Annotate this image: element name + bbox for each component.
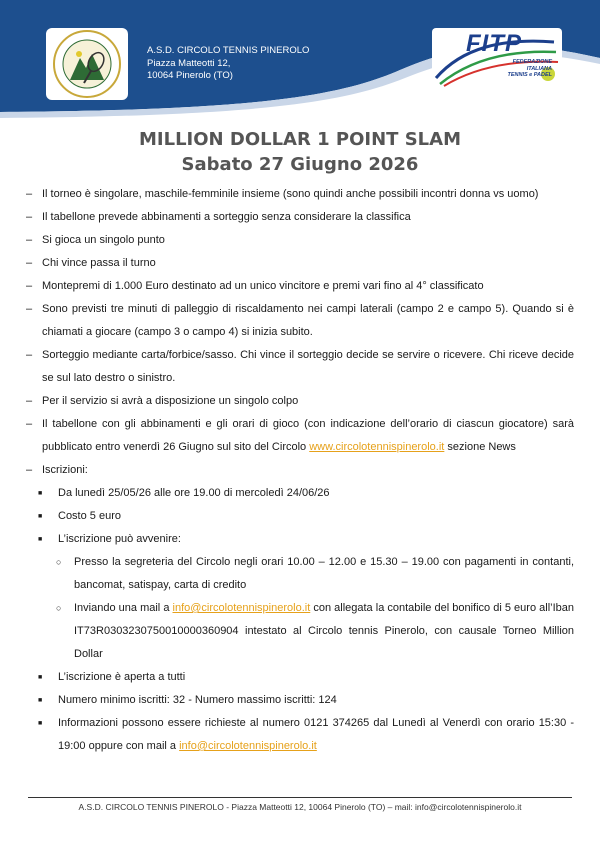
list-item: – Montepremi di 1.000 Euro destinato ad un unico vincitore e premi vari fino al 4° classificato xyxy=(26,280,484,292)
tennis-club-emblem-icon xyxy=(46,28,128,100)
list-item: – Per il servizio si avrà a disposizione un singolo colpo xyxy=(26,395,299,407)
list-item: – Sono previsti tre minuti di palleggio di riscaldamento nei campi laterali (campo 2 e campo 5). Quando si è chiamati a giocare (campo 3 o campo 4) si inizia subito. xyxy=(26,303,574,338)
fitp-wordmark: FITP xyxy=(466,30,522,57)
fitp-logo xyxy=(432,28,562,88)
letterhead xyxy=(0,0,600,120)
footer-divider xyxy=(28,797,572,798)
list-item-tabellone: – Il tabellone con gli abbinamenti e gli orari di gioco (con indicazione dell’orario di ciascun giocatore) sarà pubblicato entro venerdì 26 Giugno sul sito del Circolo www.circolotennispinerolo.it sezione News xyxy=(26,418,574,453)
mode-email: ○ Inviando una mail a info@circolotennispinerolo.it con allegata la contabile del bonifico di 5 euro all’Iban IT73R0303230750010000360904 intestato al Circolo tennis Pinerolo, con causale Torneo Million Dollar xyxy=(56,602,574,660)
list-item: – Chi vince passa il turno xyxy=(26,257,156,269)
website-link[interactable]: www.circolotennispinerolo.it xyxy=(309,441,445,453)
fitp-subtitle: FEDERAZIONE ITALIANA TENNIS e PADEL xyxy=(507,59,552,78)
list-item: – Sorteggio mediante carta/forbice/sasso. Chi vince il sorteggio decide se servire o ricevere. Chi riceve decide se sul lato destro o sinistro. xyxy=(26,349,574,384)
club-address-street: Piazza Matteotti 12, xyxy=(147,57,231,69)
event-date: Sabato 27 Giugno 2026 xyxy=(181,154,419,175)
sub-item-info: ■ Informazioni possono essere richieste al numero 0121 374265 dal Lunedì al Venerdì con orario 15:30 - 19:00 oppure con mail a info@circolotennispinerolo.it xyxy=(38,717,574,752)
sub-item-modes: ■ L’iscrizione può avvenire: xyxy=(38,533,181,545)
sub-item-open: ■ L’iscrizione è aperta a tutti xyxy=(38,671,186,683)
list-item: – Il torneo è singolare, maschile-femminile insieme (sono quindi anche possibili incontri donna vs uomo) xyxy=(26,188,539,200)
mode-segreteria: ○ Presso la segreteria del Circolo negli orari 10.00 – 12.00 e 15.30 – 19.00 con pagamenti in contanti, bancomat, satispay, carta di credito xyxy=(56,556,574,591)
rules-list xyxy=(24,183,574,758)
list-item-iscrizioni: – Iscrizioni: xyxy=(26,464,88,476)
sub-item-limits: ■ Numero minimo iscritti: 32 - Numero massimo iscritti: 124 xyxy=(38,694,337,706)
document-title: MILLION DOLLAR 1 POINT SLAM xyxy=(139,129,461,150)
club-address-city: 10064 Pinerolo (TO) xyxy=(147,70,233,81)
email-link[interactable]: info@circolotennispinerolo.it xyxy=(172,602,311,614)
sub-item-dates: ■ Da lunedì 25/05/26 alle ore 19.00 di mercoledì 24/06/26 xyxy=(38,487,330,499)
info-email-link[interactable]: info@circolotennispinerolo.it xyxy=(179,740,317,752)
club-address-block xyxy=(147,45,309,83)
club-name: A.S.D. CIRCOLO TENNIS PINEROLO xyxy=(147,45,310,56)
club-logo xyxy=(46,28,128,100)
list-item: – Si gioca un singolo punto xyxy=(26,234,165,246)
sub-item-cost: ■ Costo 5 euro xyxy=(38,510,121,522)
footer-text: A.S.D. CIRCOLO TENNIS PINEROLO - Piazza Matteotti 12, 10064 Pinerolo (TO) – mail: info@circolotennispinerolo.it xyxy=(78,802,522,812)
list-item: – Il tabellone prevede abbinamenti a sorteggio senza considerare la classifica xyxy=(26,211,411,223)
